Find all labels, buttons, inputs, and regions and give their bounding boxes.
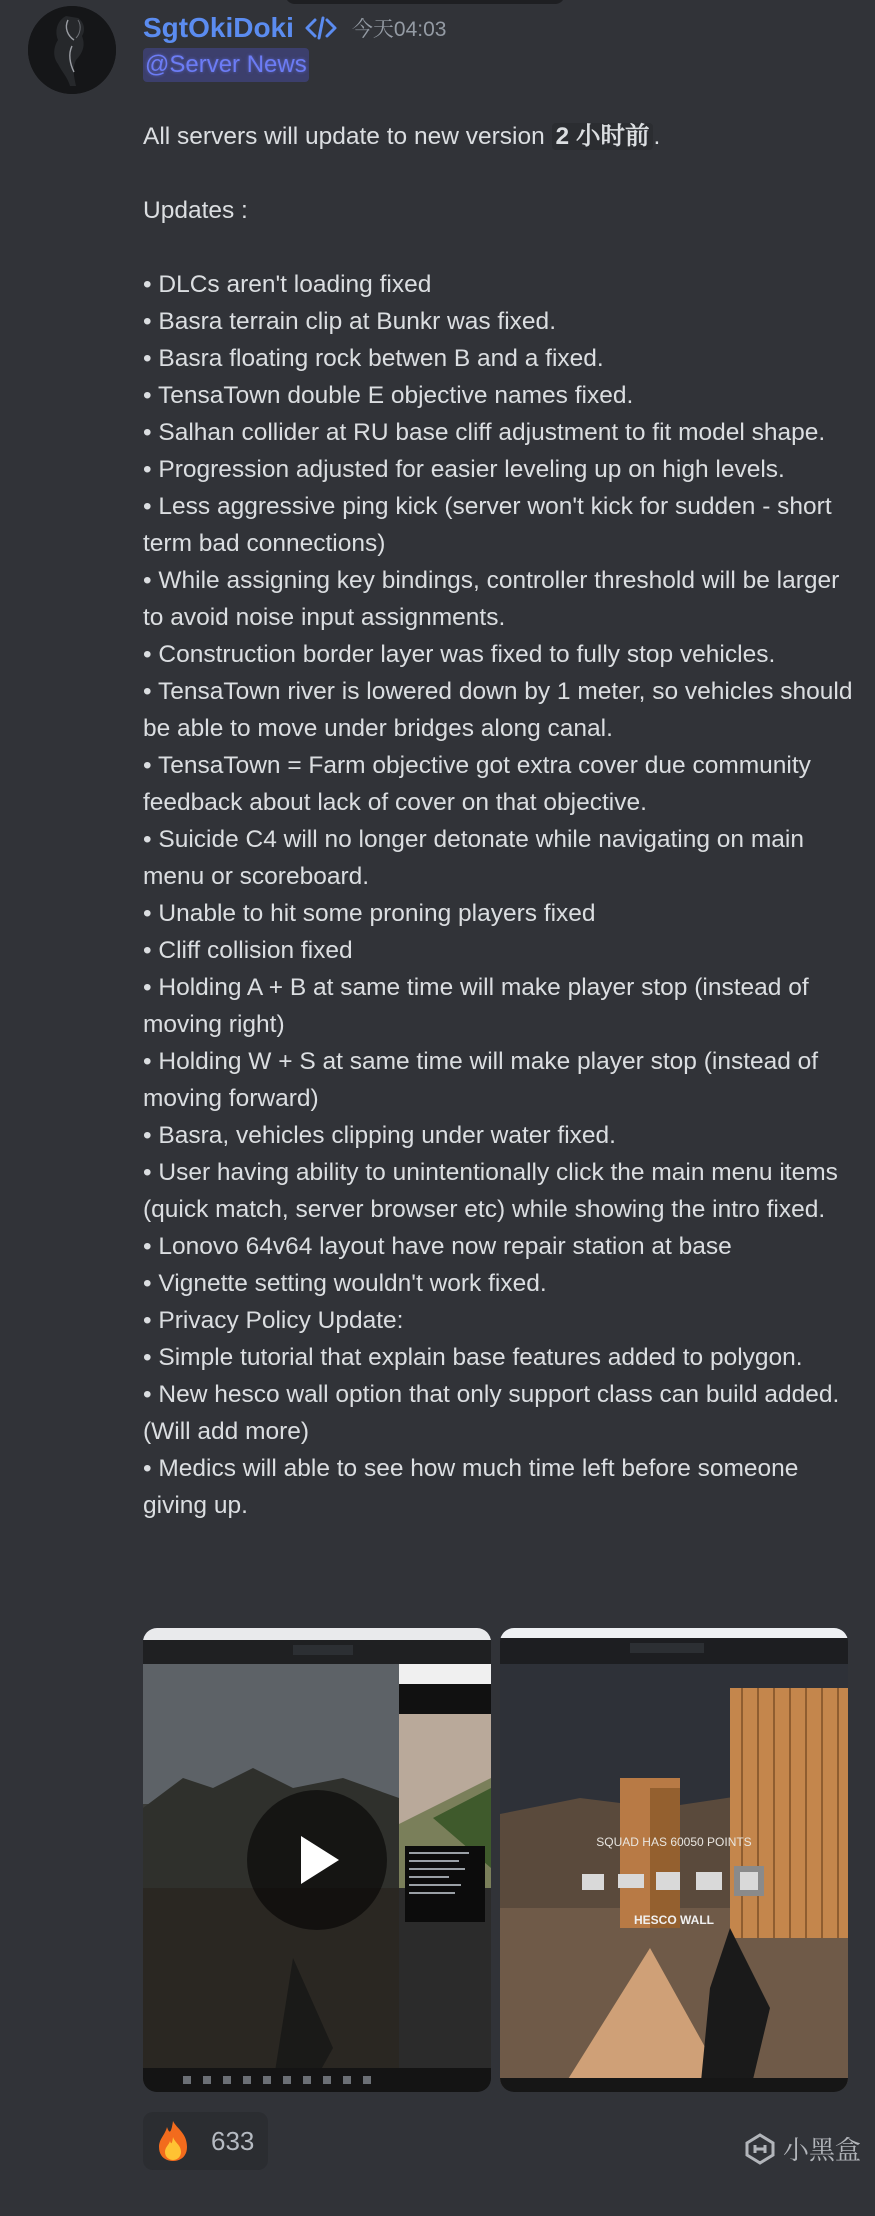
- update-item: • Medics will able to see how much time left before someone giving up.: [143, 1455, 799, 1519]
- update-item: • Lonovo 64v64 layout have now repair station at base: [143, 1233, 732, 1260]
- update-item: • While assigning key bindings, controller threshold will be larger to avoid noise input assignments.: [143, 567, 840, 631]
- update-item: • TensaTown double E objective names fixed.: [143, 382, 634, 409]
- intro-text: All servers will update to new version: [143, 123, 545, 150]
- username[interactable]: SgtOkiDoki: [143, 12, 294, 43]
- hesco-wall-label: HESCO WALL: [634, 1913, 714, 1927]
- reaction-count: 633: [211, 2125, 255, 2156]
- heybox-logo-icon: [743, 2131, 777, 2165]
- update-item: • Privacy Policy Update:: [143, 1307, 404, 1334]
- developer-badge-icon: [304, 15, 338, 41]
- update-item: • Holding W + S at same time will make player stop (instead of moving forward): [143, 1048, 819, 1112]
- update-item: • Vignette setting wouldn't work fixed.: [143, 1270, 547, 1297]
- update-item: • TensaTown river is lowered down by 1 meter, so vehicles should be able to move under bridges along canal.: [143, 678, 853, 742]
- message-header: [143, 10, 446, 46]
- update-item: • Basra floating rock betwen B and a fixed.: [143, 345, 604, 372]
- update-item: • TensaTown = Farm objective got extra cover due community feedback about lack of cover on that objective.: [143, 752, 811, 816]
- watermark-label: 小黑盒: [783, 2134, 862, 2165]
- relative-time-chip: 2 小时前: [552, 123, 654, 150]
- update-item: • Construction border layer was fixed to fully stop vehicles.: [143, 641, 776, 668]
- intro-suffix: .: [653, 123, 661, 150]
- update-item: • Salhan collider at RU base cliff adjustment to fit model shape.: [143, 419, 826, 446]
- user-avatar[interactable]: [28, 6, 116, 94]
- image-attachment[interactable]: [500, 1628, 848, 2092]
- message-timestamp: 今天04:03: [351, 18, 447, 41]
- update-item: • Unable to hit some proning players fixed: [143, 900, 596, 927]
- update-item: • Less aggressive ping kick (server won't kick for sudden - short term bad connections): [143, 493, 832, 557]
- fire-icon: [153, 2119, 193, 2163]
- update-item: • New hesco wall option that only support class can build added. (Will add more): [143, 1381, 840, 1445]
- top-edge-bar: [285, 0, 565, 4]
- update-item: • Progression adjusted for easier leveling up on high levels.: [143, 456, 785, 483]
- reaction-fire[interactable]: [143, 2112, 268, 2170]
- intro-line: [143, 118, 853, 155]
- update-item: • Simple tutorial that explain base features added to polygon.: [143, 1344, 803, 1371]
- update-item: • Cliff collision fixed: [143, 937, 353, 964]
- watermark: [743, 2126, 861, 2170]
- update-item: • Holding A + B at same time will make player stop (instead of moving right): [143, 974, 809, 1038]
- updates-title: Updates :: [143, 197, 248, 224]
- updates-list: [143, 266, 853, 1524]
- squad-points-label: SQUAD HAS 60050 POINTS: [596, 1835, 752, 1849]
- update-item: • User having ability to unintentionally click the main menu items (quick match, server browser etc) while showing the intro fixed.: [143, 1159, 838, 1223]
- message-content: [143, 118, 853, 1524]
- video-attachment[interactable]: [143, 1628, 491, 2092]
- update-item: • Suicide C4 will no longer detonate while navigating on main menu or scoreboard.: [143, 826, 804, 890]
- update-item: • DLCs aren't loading fixed: [143, 271, 432, 298]
- update-item: • Basra, vehicles clipping under water fixed.: [143, 1122, 616, 1149]
- update-item: • Basra terrain clip at Bunkr was fixed.: [143, 308, 556, 335]
- channel-mention[interactable]: @Server News: [143, 48, 309, 82]
